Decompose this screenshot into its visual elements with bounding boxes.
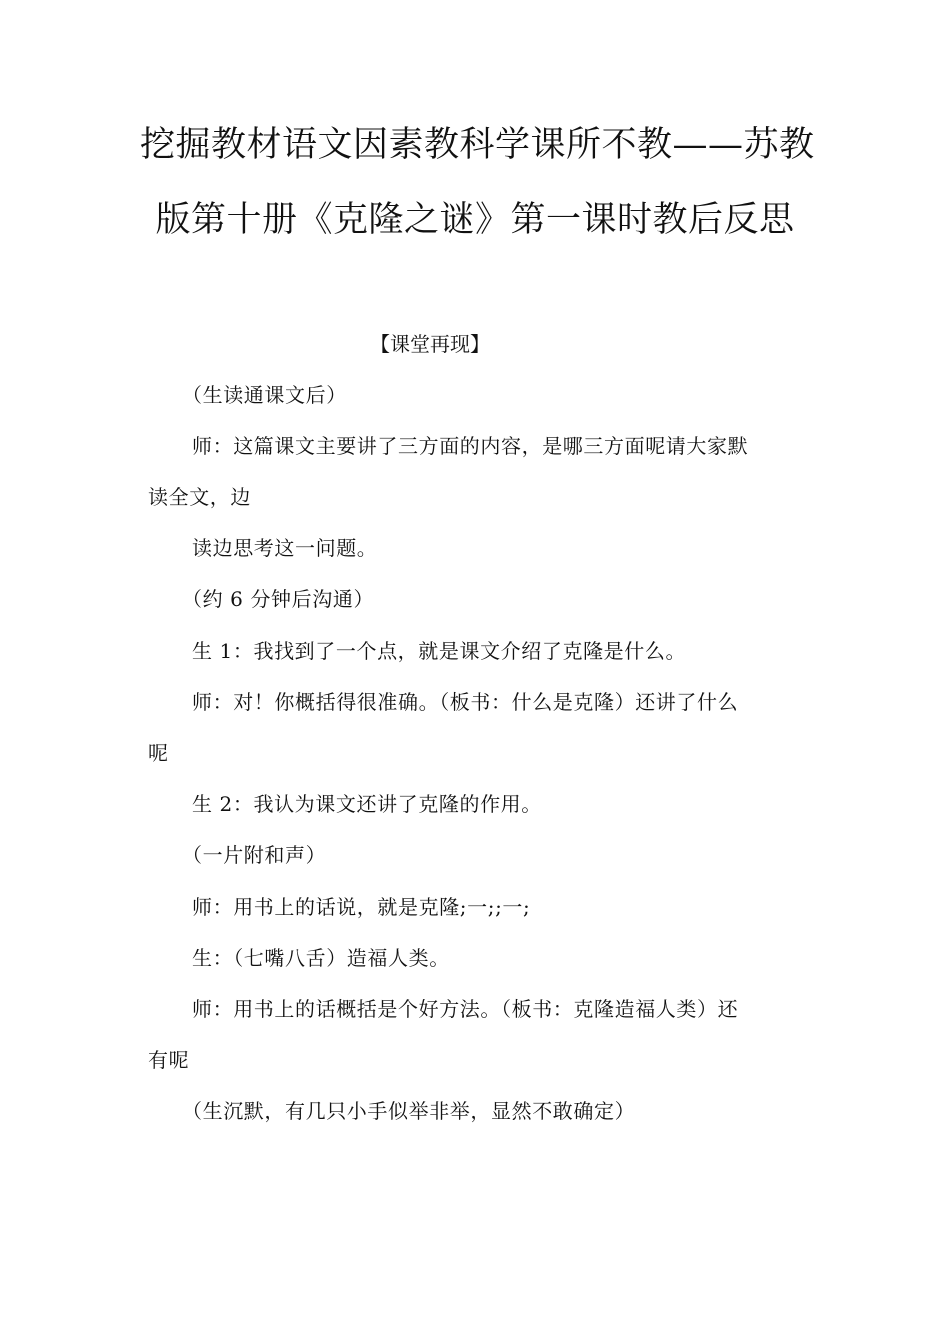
dialogue-continuation: 读全文，边 [148,485,251,509]
stage-direction: （约 6 分钟后沟通） [182,587,375,611]
stage-direction: （一片附和声） [182,843,327,867]
dialogue-continuation: 有呢 [148,1048,190,1072]
section-heading: 【课堂再现】 [370,332,490,356]
document-title-line-2: 版第十册《克隆之谜》第一课时教后反思 [155,200,795,240]
dialogue-line: 师：这篇课文主要讲了三方面的内容，是哪三方面呢请大家默 [192,434,749,458]
document-title-line-1: 挖掘教材语文因素教科学课所不教——苏教 [140,125,815,165]
dialogue-line: 师：对！你概括得很准确。（板书：什么是克隆）还讲了什么 [192,690,739,714]
stage-direction: （生读通课文后） [182,383,347,407]
dialogue-line: 生 1：我找到了一个点，就是课文介绍了克隆是什么。 [192,639,687,663]
dialogue-continuation: 呢 [148,741,169,765]
dialogue-line: 生：（七嘴八舌）造福人类。 [192,946,450,970]
dialogue-line: 生 2：我认为课文还讲了克隆的作用。 [192,792,542,816]
stage-direction: （生沉默，有几只小手似举非举，显然不敢确定） [182,1099,636,1123]
dialogue-line: 读边思考这一问题。 [192,536,378,560]
dialogue-line: 师：用书上的话说，就是克隆;一;;一; [192,895,531,919]
dialogue-line: 师：用书上的话概括是个好方法。（板书：克隆造福人类）还 [192,997,739,1021]
